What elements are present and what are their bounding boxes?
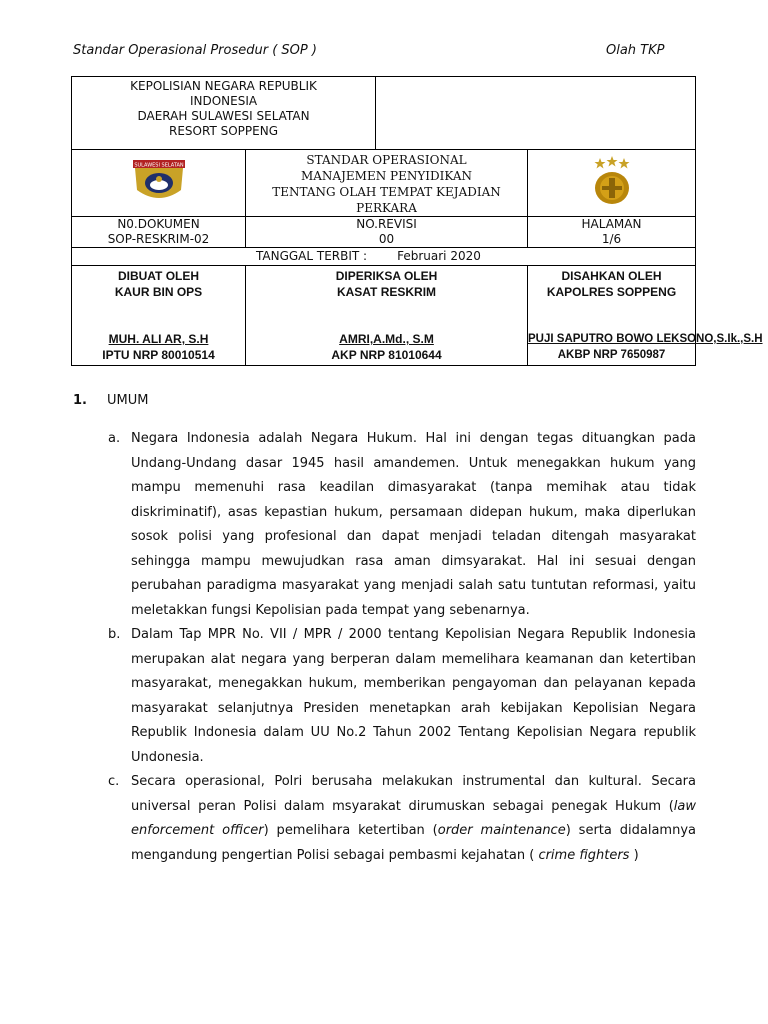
signature-checked [246,266,528,366]
police-regional-badge-icon [129,156,189,208]
section-body [108,427,696,868]
agency-line-2: INDONESIA [189,94,258,108]
revision-value: 00 [378,232,395,246]
revision-label: NO.REVISI [356,217,417,231]
page-label: HALAMAN [581,217,642,231]
badge-banner-text: SULAWESI SELATAN [133,162,184,168]
doc-number-value: SOP-RESKRIM-02 [107,232,210,246]
signature-position: KAPOLRES SOPPENG [546,285,677,299]
list-item [108,427,696,623]
signature-position: KASAT RESKRIM [336,285,437,299]
issue-date-value: Februari 2020 [397,249,481,263]
signature-nrp: AKBP NRP 7650987 [557,349,666,361]
signature-name: AMRI,A.Md., S.M [339,332,434,346]
signature-role: DIPERIKSA OLEH [335,269,438,283]
signature-name: PUJI SAPUTRO BOWO LEKSONO,S.Ik.,S.H [528,333,763,345]
text-run: ) pemelihara ketertiban ( [263,823,438,838]
italic-term: law enforcement officer [131,798,696,838]
signature-nrp: IPTU NRP 80010514 [102,348,215,362]
empty-header-cell [376,77,696,150]
section-title: UMUM [107,393,149,408]
signature-position: KAUR BIN OPS [114,285,203,299]
right-logo-cell [528,150,696,217]
header-olah-tkp: Olah TKP [606,43,665,58]
sop-title-line-3: TENTANG OLAH TEMPAT KEJADIAN [272,185,501,199]
list-item-text: Negara Indonesia adalah Negara Hukum. Hal ini dengan tegas dituangkan pada Undang-Undang dasar 1945 hasil amandemen. Untuk menegakkan hukum yang mampu memenuhi rasa keadilan dimasyarakat (tanpa memihak atau tidak diskriminatif), asas kepastian hukum, persamaan didepan hukum, maka diperlukan sosok polisi yang profesional dan dapat menjadi teladan ditengah masyarakat sehingga mampu mewujudkan rasa aman dimsyarakat. Hal ini sesuai dengan perubahan paradigma masyarakat yang menjadi salah satu tuntutan reformasi, yaitu meletakkan fungsi Kepolisian pada tempat yang sebenarnya. [131,431,696,618]
list-item-label: b. [108,627,121,642]
sop-title-cell [246,150,528,217]
list-item [108,623,696,770]
signature-approved [528,266,763,366]
agency-line-3: DAERAH SULAWESI SELATAN [137,109,310,123]
text-run: Secara operasional, Polri berusaha melakukan instrumental dan kultural. Secara universal peran Polisi dalam msyarakat dirumuskan sebagai penegak Hukum ( [131,774,696,814]
signature-role: DISAHKAN OLEH [561,269,662,283]
text-run: ) serta didalamnya mengandung pengertian Polisi sebagai pembasmi kejahatan ( [131,823,696,863]
page-cell [528,217,696,248]
signature-prepared [72,266,246,366]
issue-date-label: TANGGAL TERBIT : [256,249,368,263]
signature-nrp: AKP NRP 81010644 [331,348,442,362]
list-item-text: Dalam Tap MPR No. VII / MPR / 2000 tentang Kepolisian Negara Republik Indonesia merupakan alat negara yang berperan dalam memelihara keamanan dan ketertiban masyarakat, menegakkan hukum, memberikan pengayoman dan pelayanan kepada masyarakat selanjutnya Presiden menetapkan arah kebijakan Kepolisian Negara Republik Indonesia dalam UU No.2 Tahun 2002 Tentang Kepolisian Negara republik Undonesia. [131,627,696,765]
sop-title-line-2: MANAJEMEN PENYIDIKAN [300,169,473,183]
italic-term: order maintenance [437,823,566,838]
agency-cell [72,77,376,150]
list-item-label: c. [108,774,120,789]
left-logo-cell [72,150,246,217]
italic-term: crime fighters [538,847,630,863]
sop-title-line-4: PERKARA [356,201,417,215]
doc-number-cell [72,217,246,248]
list-item [108,770,696,868]
section-number: 1. [73,393,87,408]
police-emblem-icon [583,156,641,208]
section-heading [73,393,148,408]
revision-cell [246,217,528,248]
signature-role: DIBUAT OLEH [117,269,200,283]
header-sop-title: Standar Operasional Prosedur ( SOP ) [73,43,317,58]
signature-name: MUH. ALI AR, S.H [108,332,209,346]
agency-line-4: RESORT SOPPENG [169,124,278,138]
page-value: 1/6 [601,232,622,246]
text-run: ) [629,847,639,863]
doc-number-label: N0.DOKUMEN [117,217,200,231]
sop-header-table [71,76,763,366]
issue-date-cell [72,248,696,266]
agency-line-1: KEPOLISIAN NEGARA REPUBLIK [130,79,317,93]
list-item-label: a. [108,431,121,446]
list-item-text [131,770,696,868]
sop-title-line-1: STANDAR OPERASIONAL [306,153,467,167]
